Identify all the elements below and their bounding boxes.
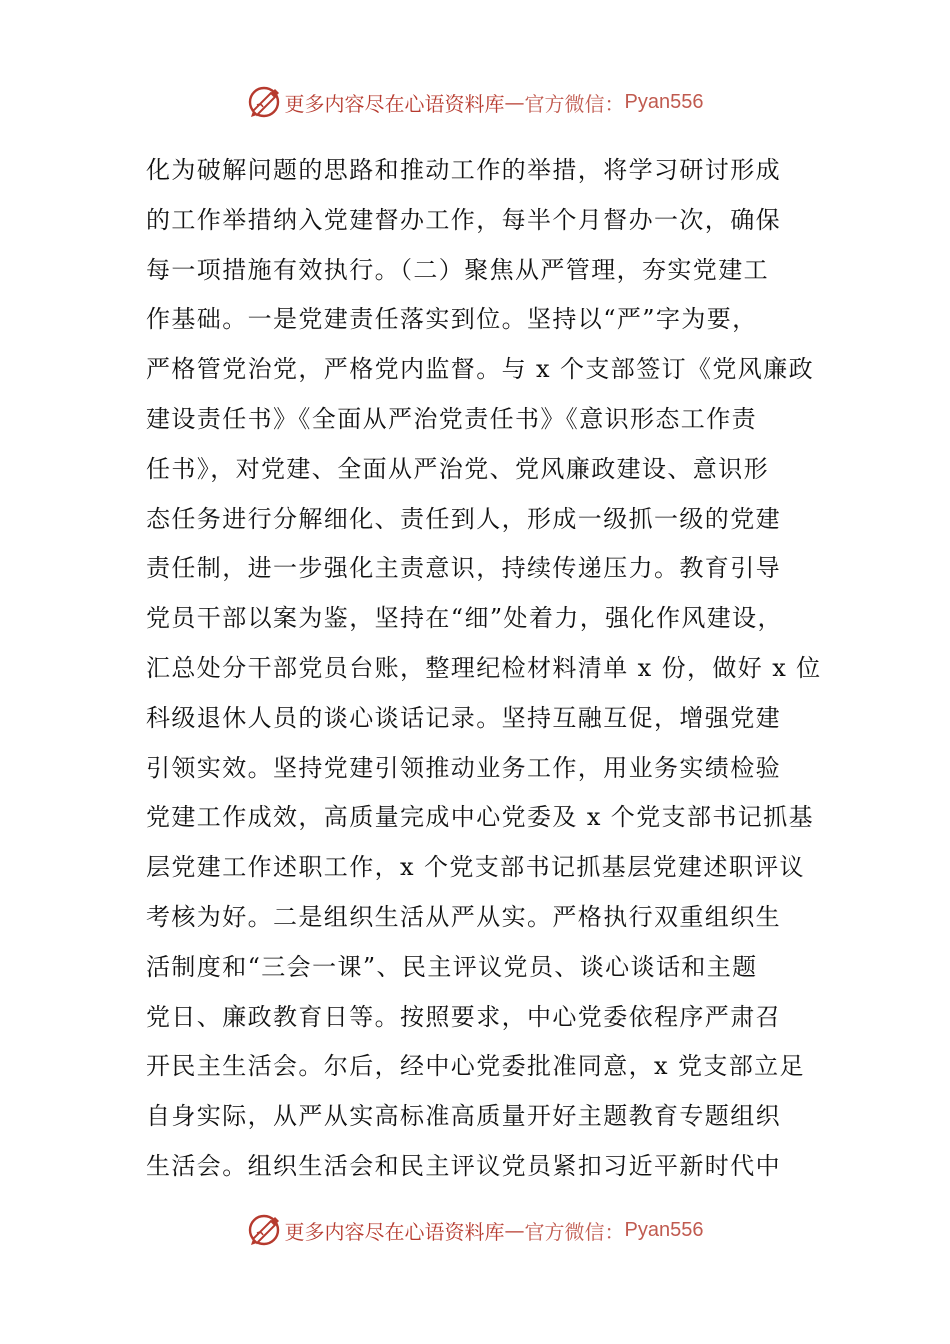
header-banner	[0, 82, 950, 122]
header-wechat-label: 官方微信：	[524, 91, 625, 116]
body-line: 任书》，对党建、全面从严治党、党风廉政建设、意识形	[146, 454, 769, 483]
footer-banner-content	[247, 1213, 704, 1247]
body-line: 每一项措施有效执行。（二）聚焦从严管理，夯实党建工	[146, 255, 769, 284]
footer-wechat-id: Pyan556	[624, 1218, 704, 1241]
body-line: 科级退休人员的谈心谈话记录。坚持互融互促，增强党建	[146, 703, 781, 732]
header-wechat-id: Pyan556	[624, 90, 704, 113]
body-line: 考核为好。二是组织生活从严从实。严格执行双重组织生	[146, 902, 781, 931]
pen-logo-icon	[247, 1213, 281, 1247]
body-line: 严格管党治党，严格党内监督。与 x 个支部签订《党风廉政	[146, 355, 814, 384]
document-body	[146, 146, 822, 1192]
body-line: 自身实际，从严从实高标准高质量开好主题教育专题组织	[146, 1102, 781, 1131]
body-line: 作基础。一是党建责任落实到位。坚持以“严”字为要，	[146, 305, 758, 334]
body-line: 生活会。组织生活会和民主评议党员紧扣习近平新时代中	[146, 1151, 781, 1180]
body-line: 党日、廉政教育日等。按照要求，中心党委依程序严肃召	[146, 1002, 781, 1031]
body-line: 党建工作成效，高质量完成中心党委及 x 个党支部书记抓基	[146, 803, 814, 832]
body-line: 活制度和“三会一课”、民主评议党员、谈心谈话和主题	[146, 952, 758, 981]
body-line: 引领实效。坚持党建引领推动业务工作，用业务实绩检验	[146, 753, 781, 782]
footer-dash: —	[504, 1218, 525, 1242]
footer-wechat-label: 官方微信：	[524, 1219, 625, 1244]
pen-logo-icon	[247, 85, 281, 119]
body-line: 化为破解问题的思路和推动工作的举措，将学习研讨形成	[146, 156, 781, 184]
footer-brand-text: 更多内容尽在心语资料库	[284, 1219, 505, 1244]
body-line: 的工作举措纳入党建督办工作，每半个月督办一次，确保	[146, 205, 781, 234]
header-brand-text: 更多内容尽在心语资料库	[284, 91, 505, 116]
header-dash: —	[504, 90, 525, 114]
body-line: 态任务进行分解细化、责任到人，形成一级抓一级的党建	[146, 504, 781, 533]
body-line: 层党建工作述职工作，x 个党支部书记抓基层党建述职评议	[146, 853, 805, 882]
body-line: 汇总处分干部党员台账，整理纪检材料清单 x 份，做好 x 位	[146, 653, 822, 682]
footer-banner	[0, 1210, 950, 1250]
body-line: 党员干部以案为鉴，坚持在“细”处着力，强化作风建设，	[146, 604, 783, 633]
body-line: 建设责任书》《全面从严治党责任书》《意识形态工作责	[146, 404, 757, 433]
body-line: 责任制，进一步强化主责意识，持续传递压力。教育引导	[146, 554, 781, 583]
body-line: 开民主生活会。尔后，经中心党委批准同意，x 党支部立足	[146, 1052, 805, 1081]
header-banner-content	[247, 85, 704, 119]
